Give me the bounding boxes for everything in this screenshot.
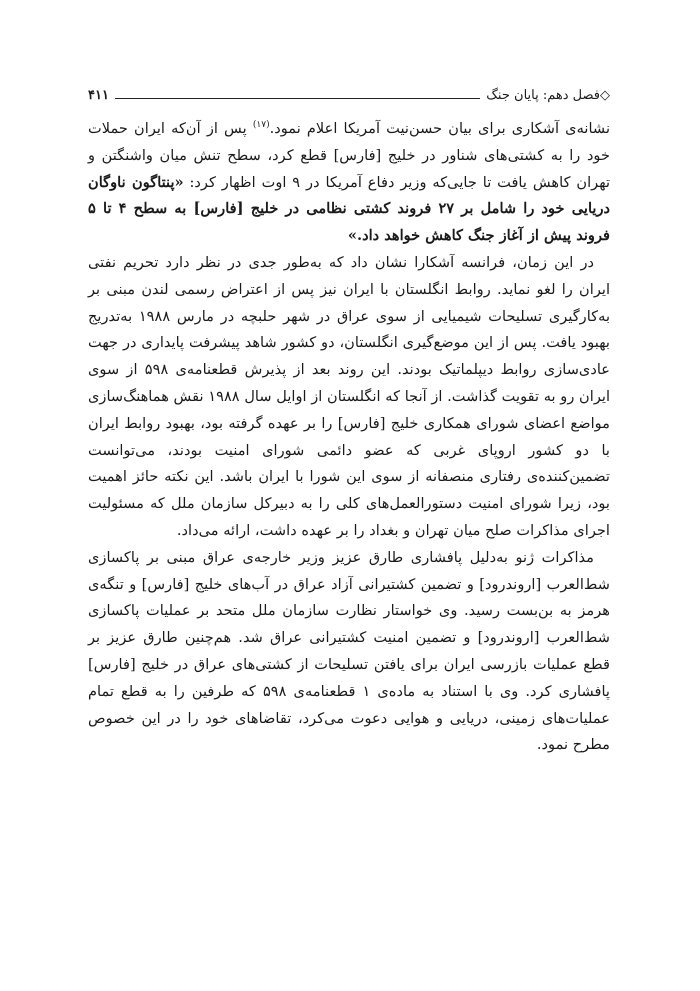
header-rule bbox=[115, 98, 480, 99]
bold-quote: «پنتاگون ناوگان دریایی خود را شامل بر ۲۷ فروند کشتی نظامی در خلیج [فارس] به سطح ۴ تا ۵ فروند پیش از آغاز جنگ کاهش خواهد داد.» bbox=[88, 173, 611, 245]
chapter-title: ◇فصل دهم: پایان جنگ bbox=[486, 87, 610, 103]
paragraph-2: در این زمان، فرانسه آشکارا نشان داد که به‌طور جدی در نظر دارد تحریم نفتی ایران را لغو نماید. روابط انگلستان با ایران نیز پس از اعتراض رسمی لندن مبنی بر به‌کارگیری تسلیحات شیمیایی از سوی عراق در شهر حلبچه در مارس ۱۹۸۸ به‌تدریج بهبود یافت. پس از این موضع‌گیری انگلستان، دو کشور شاهد پیشرفت پایداری در جهت عادی‌سازی روابط دیپلماتیک بودند. این روند بعد از پذیرش قطعنامه‌ی ۵۹۸ از سوی ایران رو به تقویت گذاشت. از آنجا که انگلستان از اوایل سال ۱۹۸۸ نقش هماهنگ‌سازی مواضع اعضای شورای همکاری خلیج [فارس] را بر عهده گرفته بود، بهبود روابط ایران با دو کشور اروپای غربی که عضو دائمی شورای امنیت بودند، می‌توانست تضمین‌کننده‌ی رفتاری منصفانه از سوی این شورا با ایران باشد. این نکته حائز اهمیت بود، زیرا شورای امنیت دستورالعمل‌های کلی را به دبیرکل سازمان ملل که مسئولیت اجرای مذاکرات صلح میان تهران و بغداد را بر عهده داشت، ارائه می‌داد. bbox=[88, 253, 611, 539]
paragraph-1-text-b: پس از آن‌که ایران حملات خود را به کشتی‌های شناور در خلیج [فارس] قطع کرد، سطح تنش میان واشنگتن و تهران کاهش یافت تا جایی‌که وزیر دفاع آمریکا در ۹ اوت اظهار کرد: bbox=[88, 120, 611, 191]
running-header bbox=[88, 84, 610, 106]
footnote-marker: (۱۷) bbox=[252, 120, 270, 131]
page-number: ۴۱۱ bbox=[88, 87, 109, 103]
paragraph-1 bbox=[88, 116, 610, 250]
body-text bbox=[88, 116, 610, 759]
paragraph-1-text-a: نشانه‌ی آشکاری برای بیان حسن‌نیت آمریکا اعلام نمود. bbox=[269, 120, 611, 137]
paragraph-3: مذاکرات ژنو به‌دلیل پافشاری طارق عزیز وزیر خارجه‌ی عراق مبنی بر پاکسازی شط‌العرب [اروندرود] و تضمین کشتیرانی آزاد عراق در آب‌های خلیج [فارس] و تنگه‌ی هرمز به بن‌بست رسید. وی خواستار نظارت سازمان ملل متحد بر عملیات پاکسازی شط‌العرب [اروندرود] و تضمین امنیت کشتیرانی عراق شد. هم‌چنین طارق عزیز بر قطع عملیات بازرسی ایران برای یافتن تسلیحات از کشتی‌های عراق در خلیج [فارس] پافشاری کرد. وی با استناد به ماده‌ی ۱ قطعنامه‌ی ۵۹۸ که طرفین را به قطع تمام عملیات‌های زمینی، دریایی و هوایی دعوت می‌کرد، تقاضاهای خود را در این خصوص مطرح نمود. bbox=[88, 548, 610, 754]
